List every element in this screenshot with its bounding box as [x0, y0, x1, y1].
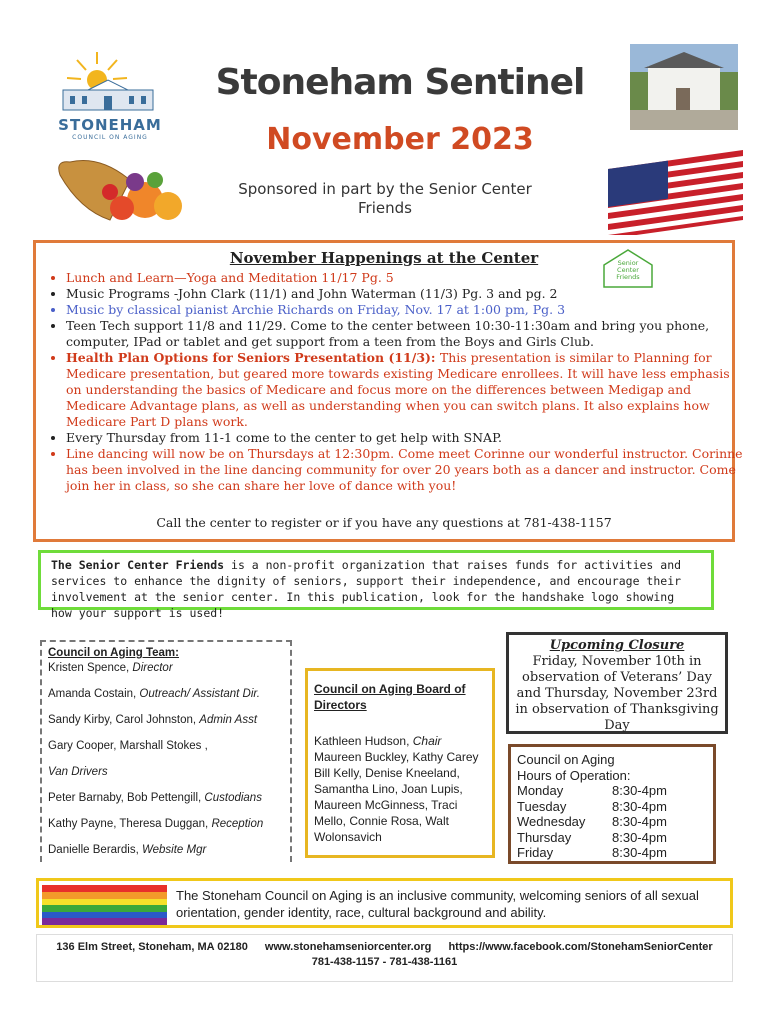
board-chair-role: Chair [412, 734, 442, 748]
team-heading: Council on Aging Team: [48, 647, 179, 659]
footer [36, 934, 733, 982]
team-member-name: Kristen Spence, [48, 662, 133, 674]
happening-item-text: Lunch and Learn—Yoga and Meditation 11/17 Pg. 5 [66, 270, 394, 285]
sponsor-line-2: Friends [358, 199, 412, 217]
happening-item-text: This presentation is similar to Planning for Medicare presentation, but geared more towards existing Medicare enrollees. It will have less emphasis on understanding the basics of Medicare and focus more on the differences between Medigap and Medicare Advantage plans, as well as understanding when you can switch plans. It also explains how Medicare Part D plans work. [66, 350, 730, 429]
newsletter-title: Stoneham Sentinel [215, 62, 585, 103]
happening-item-text: Every Thursday from 11-1 come to the center to get help with SNAP. [66, 430, 502, 445]
building-icon [58, 78, 158, 112]
board-members [314, 733, 486, 845]
team-member [48, 739, 284, 753]
hours-day: Friday [517, 845, 554, 860]
team-member-role: Admin Asst [199, 714, 258, 726]
logo-word: STONEHAM [58, 116, 162, 134]
inclusive-text: The Stoneham Council on Aging is an inclusive community, welcoming seniors of all sexual orientation, gender identity, race, cultural background and ability. [176, 888, 699, 920]
hours-list [517, 783, 707, 861]
team-list [48, 661, 284, 857]
team-member-name: Amanda Costain, [48, 688, 140, 700]
team-member [48, 843, 284, 857]
team-member-name: Sandy Kirby, Carol Johnston, [48, 714, 200, 726]
team-member-name: Gary Cooper, Marshall Stokes , [48, 740, 208, 752]
team-member [48, 687, 284, 701]
hours-time: 8:30-4pm [612, 829, 667, 845]
hours-time: 8:30-4pm [612, 814, 667, 829]
happening-item-text: Music Programs -John Clark (11/1) and John Waterman (11/3) Pg. 3 and pg. 2 [66, 286, 558, 301]
happening-item [66, 318, 746, 350]
hours-row [517, 814, 707, 830]
inclusive-box [36, 878, 733, 928]
sponsor-line-1: Sponsored in part by the Senior Center [238, 180, 532, 198]
coa-logo [40, 50, 170, 140]
team-member [48, 661, 284, 675]
newsletter-month: November 2023 [266, 122, 534, 157]
happenings-list [42, 270, 746, 494]
team-member-name: Peter Barnaby, Bob Pettengill, [48, 792, 205, 804]
logo-text-friends: Friends [616, 273, 640, 281]
board-other-members: Maureen Buckley, Kathy Carey Bill Kelly, Denise Kneeland, Samantha Lino, Joan Lupis, Maureen McGinness, Traci Mello, Connie Rosa, Walt Wolonsavich [314, 750, 479, 844]
team-member-role: Van Drivers [48, 766, 108, 778]
hours-time: 8:30-4pm [612, 845, 667, 860]
hours-row [517, 799, 707, 815]
logo-text-senior: Senior [617, 259, 639, 267]
hours-line-2: Hours of Operation: [517, 767, 631, 783]
hours-row [517, 845, 707, 861]
closure-box [506, 632, 728, 734]
happening-item-text: Teen Tech support 11/8 and 11/29. Come to the center between 10:30-11:30am and bring you phone, computer, IPad or tablet and get support from a teen from the Boys and Girls Club. [66, 318, 710, 349]
team-member [48, 791, 284, 805]
team-member [48, 765, 284, 779]
footer-website[interactable]: www.stonehamseniorcenter.org [264, 941, 432, 953]
rainbow-flag-icon [42, 885, 167, 925]
hours-row [517, 783, 707, 799]
happening-item [66, 286, 746, 302]
team-member-role: Custodians [204, 792, 262, 804]
happening-item [66, 430, 746, 446]
footer-facebook[interactable]: https://www.facebook.com/StonehamSeniorCenter [448, 941, 713, 953]
friends-box [38, 550, 714, 620]
council-team-box [40, 640, 292, 862]
sponsor-line [200, 180, 570, 218]
happening-item [66, 302, 746, 318]
footer-phones: 781-438-1157 - 781-438-1161 [311, 956, 458, 968]
hours-day: Monday [517, 783, 564, 798]
happening-item-text: Music by classical pianist Archie Richards on Friday, Nov. 17 at 1:00 pm, Pg. 3 [66, 302, 566, 317]
happenings-box [33, 240, 743, 542]
hours-box [508, 744, 716, 864]
hours-time: 8:30-4pm [612, 798, 667, 814]
happening-item [66, 446, 746, 494]
senior-center-photo [630, 44, 738, 130]
team-member-role: Director [132, 662, 173, 674]
happening-item [66, 270, 746, 286]
team-member-name: Danielle Berardis, [48, 844, 142, 856]
hours-day: Tuesday [517, 798, 567, 814]
hours-line-1: Council on Aging [517, 752, 615, 767]
board-chair-name: Kathleen Hudson, [314, 734, 413, 748]
team-member-name: Kathy Payne, Theresa Duggan, [48, 818, 212, 830]
board-box [305, 668, 495, 858]
friends-name: The Senior Center Friends [51, 558, 225, 572]
happening-item [66, 350, 746, 430]
happening-item-bold: Health Plan Options for Seniors Presentation (11/3): [66, 350, 440, 365]
call-line: Call the center to register or if you have any questions at 781-438-1157 [156, 515, 612, 530]
happening-item-text: Line dancing will now be on Thursdays at 12:30pm. Come meet Corinne our wonderful instructor. Corinne has been involved in the line dancing community for over 20 years both as a dancer and instructor. Come join her in class, so she can share her love of dance with you! [66, 446, 743, 493]
team-member-role: Outreach/ Assistant Dir. [139, 688, 260, 700]
team-member-role: Reception [211, 818, 264, 830]
hours-day: Thursday [517, 829, 572, 845]
hours-time: 8:30-4pm [612, 783, 667, 798]
american-flag-icon [608, 150, 748, 235]
friends-description: is a non-profit organization that raises funds for activities and services to enhance the dignity of seniors, support their independence, and encourage their involvement at the senior center. In this publication, look for the handshake logo showing how your support is used! [51, 558, 682, 620]
logo-subtitle: COUNCIL ON AGING [72, 134, 148, 141]
hours-day: Wednesday [517, 814, 586, 829]
team-member [48, 817, 284, 831]
team-member [48, 713, 284, 727]
logo-text-center: Center [617, 266, 639, 274]
board-heading: Council on Aging Board of Directors [314, 682, 466, 712]
hours-row [517, 830, 707, 846]
footer-address: 136 Elm Street, Stoneham, MA 02180 [56, 941, 248, 953]
cornucopia-icon [50, 150, 190, 230]
team-member-role: Website Mgr [141, 844, 207, 856]
closure-heading: Upcoming Closure [549, 638, 685, 653]
closure-text: Friday, November 10th in observation of Veterans’ Day and Thursday, November 23rd in observation of Thanksgiving Day [515, 654, 719, 733]
happenings-title: November Happenings at the Center [229, 249, 539, 267]
